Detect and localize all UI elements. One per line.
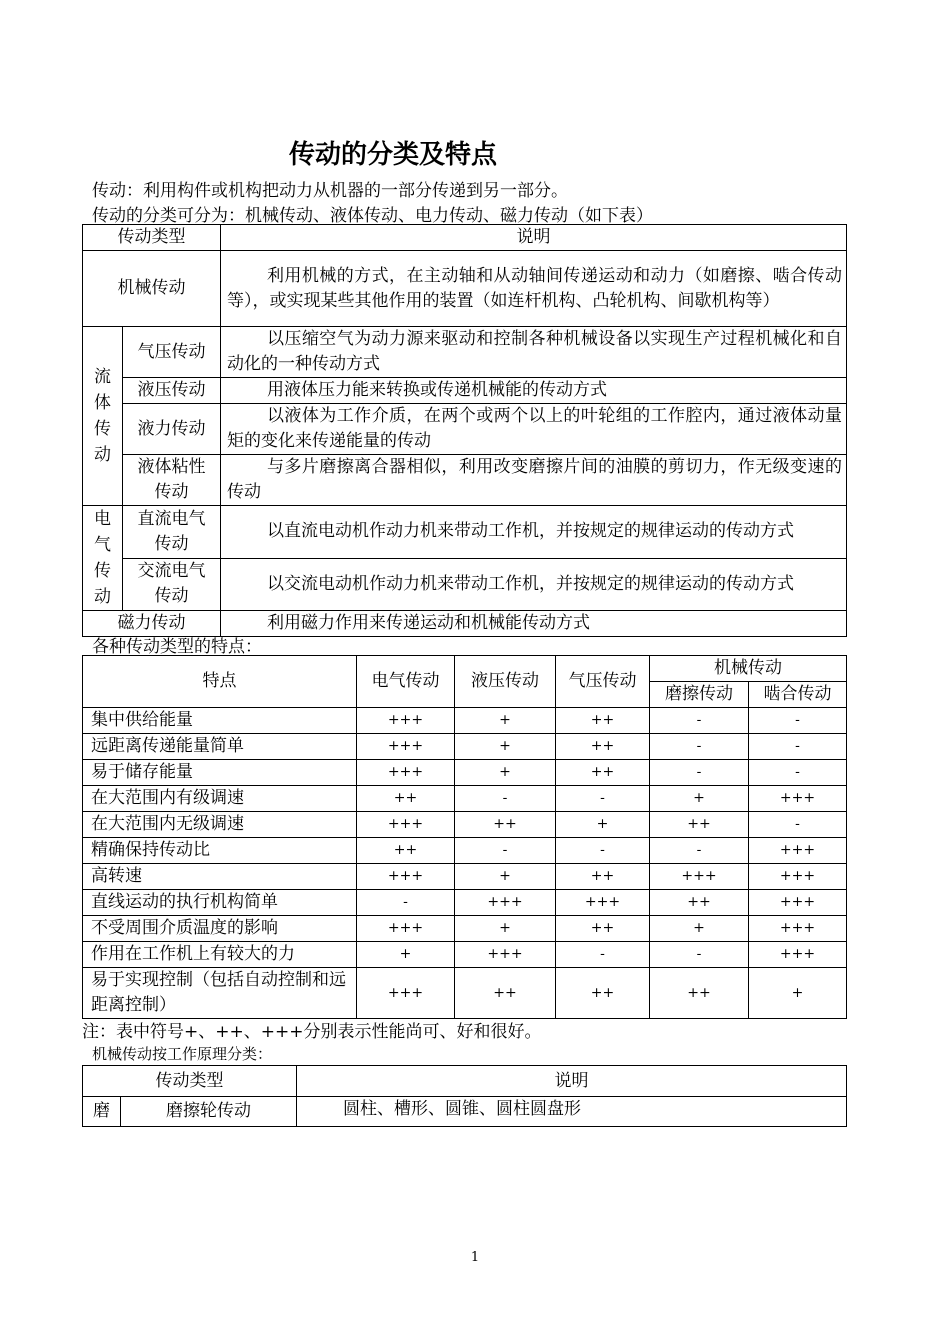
rating-cell: + [749, 968, 847, 1019]
rating-cell: ++ [650, 968, 749, 1019]
rating-cell: ++ [455, 812, 556, 838]
rating-cell: +++ [749, 942, 847, 968]
rating-cell: ++ [556, 734, 650, 760]
type-label: 液压传动 [123, 378, 221, 404]
table-row [83, 455, 847, 506]
rating-cell: ++ [455, 968, 556, 1019]
rating-cell: - [556, 838, 650, 864]
rating-cell: +++ [357, 812, 455, 838]
table-row [83, 968, 847, 1019]
type-label: 磁力传动 [83, 611, 221, 637]
type-desc: 圆柱、槽形、圆锥、圆柱圆盘形 [297, 1097, 847, 1127]
rating-cell: - [749, 760, 847, 786]
rating-cell: + [357, 942, 455, 968]
page-title: 传动的分类及特点 [288, 140, 497, 170]
rating-cell: +++ [357, 760, 455, 786]
rating-cell: - [650, 838, 749, 864]
group-label-electric: 电 气 传 动 [83, 506, 123, 611]
mech-intro: 机械传动按工作原理分类： [92, 1045, 273, 1063]
table-row [83, 327, 847, 378]
rating-cell: +++ [357, 708, 455, 734]
table-row [83, 916, 847, 942]
rating-cell: +++ [749, 916, 847, 942]
header-mechanical: 机械传动 [650, 656, 847, 682]
header-feature: 特点 [83, 656, 357, 708]
table-row [83, 558, 847, 611]
feature-label: 易于实现控制（包括自动控制和远距离控制） [83, 968, 357, 1019]
rating-cell: ++ [357, 838, 455, 864]
mech-table [82, 1065, 847, 1127]
table-row [83, 404, 847, 455]
table-note: 注：表中符号+、++、+++分别表示性能尚可、好和很好。 [82, 1022, 542, 1042]
features-intro: 各种传动类型的特点： [92, 637, 262, 657]
rating-cell: +++ [749, 890, 847, 916]
type-label: 液力传动 [123, 404, 221, 455]
table-row [83, 838, 847, 864]
table-row [83, 760, 847, 786]
table-row [83, 890, 847, 916]
table-row [83, 708, 847, 734]
table-row [83, 378, 847, 404]
rating-cell: ++ [650, 890, 749, 916]
feature-label: 作用在工作机上有较大的力 [83, 942, 357, 968]
type-desc: 用液体压力能来转换或传递机械能的传动方式 [221, 378, 847, 404]
table-header-row [83, 1066, 847, 1097]
header-desc: 说明 [297, 1066, 847, 1097]
rating-cell: ++ [650, 812, 749, 838]
rating-cell: +++ [455, 890, 556, 916]
rating-cell: - [556, 786, 650, 812]
rating-cell: +++ [357, 734, 455, 760]
table-row [83, 734, 847, 760]
rating-cell: + [455, 708, 556, 734]
type-label: 液体粘性 传动 [123, 455, 221, 506]
rating-cell: - [455, 838, 556, 864]
group-label-fluid: 流 体 传 动 [83, 327, 123, 506]
type-label: 气压传动 [123, 327, 221, 378]
type-desc: 以直流电动机作动力机来带动工作机，并按规定的规律运动的传动方式 [221, 506, 847, 559]
type-desc: 与多片磨擦离合器相似，利用改变磨擦片间的油膜的剪切力，作无级变速的传动 [221, 455, 847, 506]
table-row [83, 942, 847, 968]
feature-label: 在大范围内无级调速 [83, 812, 357, 838]
table-header-row [83, 225, 847, 251]
header-desc: 说明 [221, 225, 847, 251]
rating-cell: ++ [556, 864, 650, 890]
type-desc: 以液体为工作介质，在两个或两个以上的叶轮组的工作腔内，通过液体动量矩的变化来传递能量的传动 [221, 404, 847, 455]
rating-cell: - [357, 890, 455, 916]
rating-cell: - [650, 708, 749, 734]
rating-cell: ++ [357, 786, 455, 812]
header-type: 传动类型 [83, 225, 221, 251]
rating-cell: - [650, 760, 749, 786]
page-number: 1 [470, 1250, 480, 1265]
feature-label: 高转速 [83, 864, 357, 890]
group-label: 磨 [83, 1097, 121, 1127]
rating-cell: +++ [749, 838, 847, 864]
header-mesh: 啮合传动 [749, 682, 847, 708]
rating-cell: - [650, 734, 749, 760]
feature-label: 远距离传递能量简单 [83, 734, 357, 760]
table-row [83, 864, 847, 890]
rating-cell: + [455, 734, 556, 760]
type-label: 机械传动 [83, 251, 221, 327]
rating-cell: +++ [455, 942, 556, 968]
type-desc: 以压缩空气为动力源来驱动和控制各种机械设备以实现生产过程机械化和自动化的一种传动方式 [221, 327, 847, 378]
feature-label: 集中供给能量 [83, 708, 357, 734]
rating-cell: ++ [556, 760, 650, 786]
rating-cell: + [455, 760, 556, 786]
rating-cell: - [650, 942, 749, 968]
rating-cell: + [650, 916, 749, 942]
definition-text: 传动：利用构件或机构把动力从机器的一部分传递到另一部分。 [92, 181, 568, 201]
rating-cell: +++ [357, 916, 455, 942]
table-row [83, 251, 847, 327]
header-hydraulic: 液压传动 [455, 656, 556, 708]
rating-cell: ++ [556, 968, 650, 1019]
type-label: 磨擦轮传动 [121, 1097, 297, 1127]
header-friction: 磨擦传动 [650, 682, 749, 708]
feature-label: 精确保持传动比 [83, 838, 357, 864]
feature-label: 不受周围介质温度的影响 [83, 916, 357, 942]
rating-cell: - [749, 734, 847, 760]
feature-label: 易于储存能量 [83, 760, 357, 786]
rating-cell: - [749, 812, 847, 838]
table-row [83, 786, 847, 812]
type-desc: 以交流电动机作动力机来带动工作机，并按规定的规律运动的传动方式 [221, 558, 847, 611]
rating-cell: +++ [556, 890, 650, 916]
rating-cell: ++ [556, 916, 650, 942]
rating-cell: +++ [650, 864, 749, 890]
rating-cell: +++ [749, 786, 847, 812]
rating-cell: +++ [357, 864, 455, 890]
rating-cell: - [749, 708, 847, 734]
classification-table [82, 224, 847, 637]
rating-cell: - [455, 786, 556, 812]
type-label: 直流电气 传动 [123, 506, 221, 559]
type-desc: 利用机械的方式，在主动轴和从动轴间传递运动和动力（如磨擦、啮合传动等），或实现某些其他作用的装置（如连杆机构、凸轮机构、间歇机构等） [221, 251, 847, 327]
header-type: 传动类型 [83, 1066, 297, 1097]
rating-cell: + [455, 864, 556, 890]
table-row [83, 506, 847, 559]
rating-cell: + [556, 812, 650, 838]
header-electric: 电气传动 [357, 656, 455, 708]
table-header-row [83, 656, 847, 682]
rating-cell: ++ [556, 708, 650, 734]
rating-cell: + [650, 786, 749, 812]
classification-intro: 传动的分类可分为：机械传动、液体传动、电力传动、磁力传动（如下表） [92, 206, 653, 226]
rating-cell: +++ [749, 864, 847, 890]
type-label: 交流电气 传动 [123, 558, 221, 611]
table-row [83, 812, 847, 838]
rating-cell: + [455, 916, 556, 942]
header-pneumatic: 气压传动 [556, 656, 650, 708]
feature-label: 在大范围内有级调速 [83, 786, 357, 812]
rating-cell: +++ [357, 968, 455, 1019]
feature-label: 直线运动的执行机构简单 [83, 890, 357, 916]
features-body [83, 708, 847, 1019]
table-row [83, 1097, 847, 1127]
features-table [82, 655, 847, 1019]
type-desc: 利用磁力作用来传递运动和机械能传动方式 [221, 611, 847, 637]
rating-cell: - [556, 942, 650, 968]
